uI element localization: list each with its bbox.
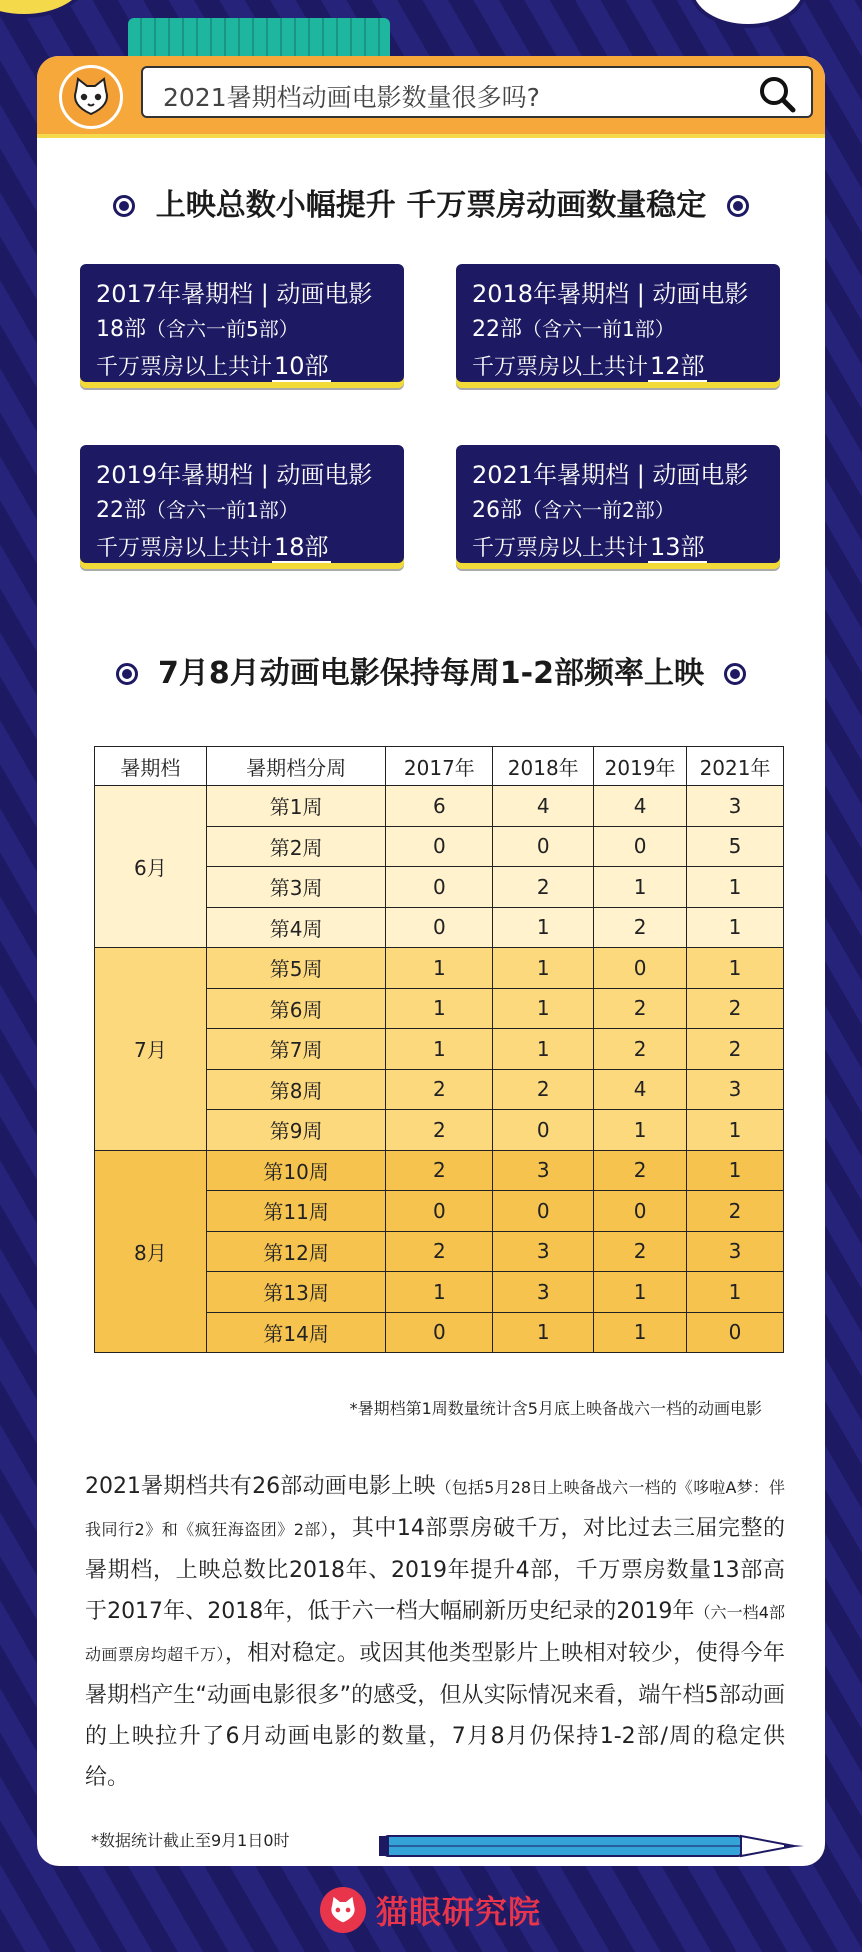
value-cell: 2 bbox=[594, 988, 687, 1029]
brand-name: 猫眼研究院 bbox=[376, 1893, 542, 1931]
value-cell: 2 bbox=[594, 907, 687, 948]
stat-boxoffice: 千万票房以上共计13部 bbox=[472, 533, 705, 561]
value-cell: 4 bbox=[594, 1069, 687, 1110]
value-cell: 4 bbox=[594, 786, 687, 827]
stat-count: 18部（含六一前5部） bbox=[96, 317, 299, 342]
value-cell: 2 bbox=[493, 1069, 594, 1110]
value-cell: 1 bbox=[386, 988, 493, 1029]
cat-logo-icon bbox=[59, 65, 123, 129]
table-header: 暑期档分周 bbox=[206, 747, 386, 786]
table-row bbox=[95, 786, 784, 827]
card-header bbox=[37, 56, 825, 138]
ring-bullet-icon bbox=[727, 195, 749, 217]
brand-footer bbox=[320, 1887, 541, 1933]
stat-title: 2019年暑期档 | 动画电影 bbox=[96, 461, 373, 489]
stat-card-2018 bbox=[456, 264, 780, 386]
value-cell: 1 bbox=[493, 907, 594, 948]
ring-bullet-icon bbox=[116, 663, 138, 685]
table-header-row bbox=[95, 747, 784, 786]
value-cell: 2 bbox=[386, 1110, 493, 1151]
value-cell: 4 bbox=[493, 786, 594, 827]
value-cell: 0 bbox=[386, 867, 493, 908]
value-cell: 2 bbox=[687, 1029, 784, 1070]
week-cell: 第2周 bbox=[206, 826, 386, 867]
value-cell: 2 bbox=[687, 1191, 784, 1232]
month-cell: 8月 bbox=[95, 1150, 207, 1353]
week-cell: 第10周 bbox=[206, 1150, 386, 1191]
ruler-decoration bbox=[128, 18, 390, 58]
value-cell: 2 bbox=[386, 1069, 493, 1110]
value-cell: 1 bbox=[687, 1150, 784, 1191]
data-cutoff-note: *数据统计截止至9月1日0时 bbox=[91, 1831, 290, 1850]
value-cell: 1 bbox=[493, 1312, 594, 1353]
section-title-text: 上映总数小幅提升 千万票房动画数量稳定 bbox=[155, 188, 707, 223]
table-footnote: *暑期档第1周数量统计含5月底上映备战六一档的动画电影 bbox=[349, 1399, 762, 1418]
week-cell: 第6周 bbox=[206, 988, 386, 1029]
value-cell: 0 bbox=[493, 1110, 594, 1151]
week-cell: 第4周 bbox=[206, 907, 386, 948]
section-title-weekly bbox=[37, 648, 825, 692]
table-header: 2019年 bbox=[594, 747, 687, 786]
table-row bbox=[95, 948, 784, 989]
section-title-text: 7月8月动画电影保持每周1-2部频率上映 bbox=[158, 656, 704, 691]
value-cell: 1 bbox=[493, 1029, 594, 1070]
search-input[interactable] bbox=[141, 66, 813, 118]
value-cell: 3 bbox=[493, 1150, 594, 1191]
stat-count: 22部（含六一前1部） bbox=[472, 317, 675, 342]
stat-count: 22部（含六一前1部） bbox=[96, 498, 299, 523]
week-cell: 第11周 bbox=[206, 1191, 386, 1232]
ring-bullet-icon bbox=[113, 195, 135, 217]
week-cell: 第14周 bbox=[206, 1312, 386, 1353]
value-cell: 0 bbox=[594, 1191, 687, 1232]
search-icon[interactable] bbox=[757, 74, 797, 114]
value-cell: 2 bbox=[493, 867, 594, 908]
value-cell: 1 bbox=[687, 1110, 784, 1151]
value-cell: 2 bbox=[594, 1150, 687, 1191]
value-cell: 1 bbox=[687, 1272, 784, 1313]
value-cell: 6 bbox=[386, 786, 493, 827]
value-cell: 3 bbox=[493, 1272, 594, 1313]
stat-title: 2021年暑期档 | 动画电影 bbox=[472, 461, 749, 489]
analysis-paragraph: 2021暑期档共有26部动画电影上映（包括5月28日上映备战六一档的《哆啦A梦：伴我同行2》和《疯狂海盗团》2部），其中14部票房破千万，对比过去三届完整的暑期档，上映总数比2018年、2019年提升4部，千万票房数量13部高于2017年、2018年，低于六一档大幅刷新历史纪录的2019年（六一档4部动画票房均超千万），相对稳定。或因其他类型影片上映相对较少，使得今年暑期档产生“动画电影很多”的感受，但从实际情况来看，端午档5部动画的上映拉升了6月动画电影的数量，7月8月仍保持1-2部/周的稳定供给。 bbox=[85, 1474, 785, 1790]
week-cell: 第7周 bbox=[206, 1029, 386, 1070]
value-cell: 0 bbox=[493, 826, 594, 867]
value-cell: 5 bbox=[687, 826, 784, 867]
stat-count: 26部（含六一前2部） bbox=[472, 498, 675, 523]
cat-brand-icon bbox=[320, 1887, 366, 1933]
value-cell: 2 bbox=[687, 988, 784, 1029]
decor-circle-right bbox=[689, 0, 807, 28]
table-header: 暑期档 bbox=[95, 747, 207, 786]
value-cell: 2 bbox=[386, 1231, 493, 1272]
week-cell: 第8周 bbox=[206, 1069, 386, 1110]
value-cell: 3 bbox=[687, 786, 784, 827]
value-cell: 0 bbox=[386, 1312, 493, 1353]
value-cell: 1 bbox=[386, 1029, 493, 1070]
table-row bbox=[95, 1150, 784, 1191]
value-cell: 3 bbox=[687, 1069, 784, 1110]
table-header: 2017年 bbox=[386, 747, 493, 786]
main-card bbox=[37, 56, 825, 1866]
value-cell: 0 bbox=[594, 948, 687, 989]
value-cell: 1 bbox=[594, 1312, 687, 1353]
month-cell: 7月 bbox=[95, 948, 207, 1151]
value-cell: 1 bbox=[493, 948, 594, 989]
section-title-total bbox=[37, 180, 825, 224]
value-cell: 0 bbox=[386, 826, 493, 867]
value-cell: 1 bbox=[386, 1272, 493, 1313]
value-cell: 1 bbox=[687, 907, 784, 948]
week-cell: 第13周 bbox=[206, 1272, 386, 1313]
value-cell: 1 bbox=[594, 867, 687, 908]
value-cell: 2 bbox=[594, 1029, 687, 1070]
search-query-text: 2021暑期档动画电影数量很多吗? bbox=[163, 83, 540, 112]
stat-title: 2018年暑期档 | 动画电影 bbox=[472, 280, 749, 308]
month-cell: 6月 bbox=[95, 786, 207, 948]
table-header: 2021年 bbox=[687, 747, 784, 786]
value-cell: 1 bbox=[594, 1272, 687, 1313]
decor-circle-left bbox=[0, 0, 88, 18]
value-cell: 0 bbox=[493, 1191, 594, 1232]
value-cell: 2 bbox=[386, 1150, 493, 1191]
stat-title: 2017年暑期档 | 动画电影 bbox=[96, 280, 373, 308]
value-cell: 1 bbox=[594, 1110, 687, 1151]
pencil-decoration bbox=[379, 1834, 809, 1858]
value-cell: 1 bbox=[687, 948, 784, 989]
ring-bullet-icon bbox=[724, 663, 746, 685]
stat-card-2021 bbox=[456, 445, 780, 567]
value-cell: 1 bbox=[687, 867, 784, 908]
weekly-release-table bbox=[94, 746, 784, 1353]
value-cell: 3 bbox=[687, 1231, 784, 1272]
value-cell: 1 bbox=[493, 988, 594, 1029]
stat-boxoffice: 千万票房以上共计12部 bbox=[472, 352, 705, 380]
stat-card-2017 bbox=[80, 264, 404, 386]
week-cell: 第12周 bbox=[206, 1231, 386, 1272]
week-cell: 第1周 bbox=[206, 786, 386, 827]
value-cell: 2 bbox=[594, 1231, 687, 1272]
week-cell: 第5周 bbox=[206, 948, 386, 989]
stat-card-2019 bbox=[80, 445, 404, 567]
week-cell: 第9周 bbox=[206, 1110, 386, 1151]
week-cell: 第3周 bbox=[206, 867, 386, 908]
table-header: 2018年 bbox=[493, 747, 594, 786]
value-cell: 1 bbox=[386, 948, 493, 989]
value-cell: 0 bbox=[594, 826, 687, 867]
stat-boxoffice: 千万票房以上共计10部 bbox=[96, 352, 329, 380]
value-cell: 0 bbox=[687, 1312, 784, 1353]
value-cell: 0 bbox=[386, 1191, 493, 1232]
stat-boxoffice: 千万票房以上共计18部 bbox=[96, 533, 329, 561]
value-cell: 3 bbox=[493, 1231, 594, 1272]
value-cell: 0 bbox=[386, 907, 493, 948]
